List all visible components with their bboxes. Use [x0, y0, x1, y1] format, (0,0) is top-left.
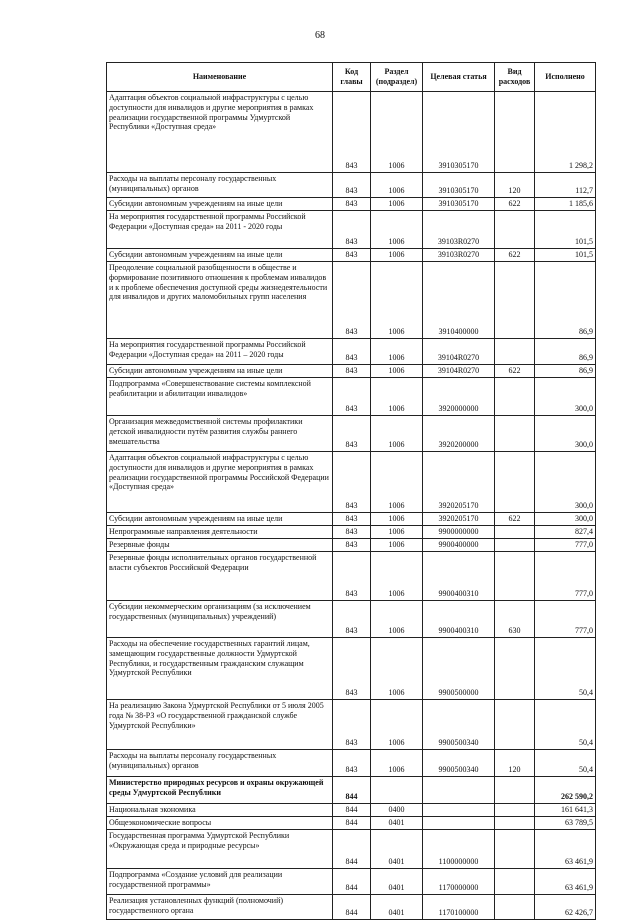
table-cell-type: 622 — [495, 249, 535, 262]
table-cell-type — [495, 552, 535, 601]
table-cell-executed: 50,4 — [535, 700, 596, 750]
table-cell-name: Организация межведомственной системы профилактики детской инвалидности путём развития службы раннего вмешательства — [107, 416, 333, 452]
table-cell-name: Общеэкономические вопросы — [107, 817, 333, 830]
table-row — [107, 249, 596, 262]
table-cell-type: 630 — [495, 601, 535, 638]
table-cell-code: 843 — [333, 262, 371, 339]
table-row — [107, 830, 596, 869]
table-cell-code: 844 — [333, 830, 371, 869]
header-name: Наименование — [107, 63, 333, 92]
table-cell-section: 1006 — [371, 339, 423, 365]
table-row — [107, 869, 596, 895]
table-cell-type: 622 — [495, 198, 535, 211]
table-cell-target: 9900500340 — [423, 750, 495, 777]
table-cell-name: Субсидии автономным учреждениям на иные цели — [107, 513, 333, 526]
table-cell-executed: 161 641,3 — [535, 804, 596, 817]
table-cell-name: Подпрограмма «Создание условий для реализации государственной программы» — [107, 869, 333, 895]
table-cell-code: 843 — [333, 750, 371, 777]
table-cell-executed: 112,7 — [535, 173, 596, 198]
table-cell-type: 120 — [495, 173, 535, 198]
table-cell-type — [495, 777, 535, 804]
table-cell-name: Адаптация объектов социальной инфраструктуры с целью доступности для инвалидов и другие мероприятия в рамках реализации государственной программы Российской Федерации «Доступная среда» — [107, 452, 333, 513]
table-cell-code: 843 — [333, 339, 371, 365]
table-cell-name: Резервные фонды исполнительных органов государственной власти субъектов Российской Федерации — [107, 552, 333, 601]
table-cell-section: 1006 — [371, 173, 423, 198]
table-cell-name: Субсидии автономным учреждениям на иные цели — [107, 249, 333, 262]
table-cell-code: 843 — [333, 198, 371, 211]
table-cell-code: 843 — [333, 452, 371, 513]
table-cell-section: 0401 — [371, 830, 423, 869]
table-cell-code: 843 — [333, 526, 371, 539]
table-header-row — [107, 63, 596, 92]
table-cell-section: 1006 — [371, 198, 423, 211]
table-cell-name: Субсидии некоммерческим организациям (за исключением государственных (муниципальных) учреждений) — [107, 601, 333, 638]
table-cell-name: Национальная экономика — [107, 804, 333, 817]
table-cell-executed: 827,4 — [535, 526, 596, 539]
table-cell-target: 9900400310 — [423, 552, 495, 601]
table-cell-section: 1006 — [371, 638, 423, 700]
table-cell-section — [371, 777, 423, 804]
table-cell-code: 843 — [333, 211, 371, 249]
table-cell-type — [495, 817, 535, 830]
table-cell-executed: 777,0 — [535, 601, 596, 638]
table-cell-name: Непрограммные направления деятельности — [107, 526, 333, 539]
table-cell-target — [423, 777, 495, 804]
table-cell-executed: 300,0 — [535, 378, 596, 416]
table-cell-section: 1006 — [371, 378, 423, 416]
table-cell-section: 1006 — [371, 211, 423, 249]
table-row — [107, 92, 596, 173]
budget-table — [106, 62, 596, 920]
table-cell-target: 9900400000 — [423, 539, 495, 552]
table-row — [107, 700, 596, 750]
table-cell-section: 0401 — [371, 817, 423, 830]
table-cell-name: Преодоление социальной разобщенности в обществе и формирование позитивного отношения к проблемам инвалидов и к проблеме обеспечения доступной среды жизнедеятельности для инвалидов и других маломобильных групп населения — [107, 262, 333, 339]
table-row — [107, 804, 596, 817]
table-cell-section: 0400 — [371, 804, 423, 817]
table-cell-section: 1006 — [371, 249, 423, 262]
table-cell-name: Субсидии автономным учреждениям на иные цели — [107, 198, 333, 211]
table-cell-target: 1170100000 — [423, 895, 495, 920]
table-row — [107, 365, 596, 378]
table-row — [107, 601, 596, 638]
table-cell-code: 843 — [333, 249, 371, 262]
table-cell-section: 1006 — [371, 513, 423, 526]
table-cell-target: 3920205170 — [423, 513, 495, 526]
table-cell-target: 3920000000 — [423, 378, 495, 416]
table-row — [107, 378, 596, 416]
table-cell-section: 1006 — [371, 92, 423, 173]
table-cell-type — [495, 700, 535, 750]
table-cell-executed: 1 298,2 — [535, 92, 596, 173]
table-cell-executed: 101,5 — [535, 211, 596, 249]
table-row — [107, 262, 596, 339]
table-cell-target: 1100000000 — [423, 830, 495, 869]
table-cell-target: 3920205170 — [423, 452, 495, 513]
table-row — [107, 452, 596, 513]
table-cell-code: 844 — [333, 804, 371, 817]
table-cell-section: 1006 — [371, 539, 423, 552]
table-cell-section: 1006 — [371, 526, 423, 539]
table-row — [107, 513, 596, 526]
table-cell-target: 3920200000 — [423, 416, 495, 452]
table-cell-type — [495, 416, 535, 452]
table-row — [107, 211, 596, 249]
table-cell-section: 1006 — [371, 262, 423, 339]
header-code: Код главы — [333, 63, 371, 92]
table-cell-type — [495, 452, 535, 513]
table-cell-type — [495, 638, 535, 700]
table-cell-code: 844 — [333, 895, 371, 920]
header-executed: Исполнено — [535, 63, 596, 92]
table-row — [107, 895, 596, 920]
table-cell-executed: 777,0 — [535, 539, 596, 552]
table-cell-type — [495, 539, 535, 552]
table-cell-type: 622 — [495, 513, 535, 526]
table-cell-target: 1170000000 — [423, 869, 495, 895]
table-row — [107, 198, 596, 211]
table-cell-executed: 300,0 — [535, 416, 596, 452]
table-row — [107, 817, 596, 830]
table-cell-type — [495, 869, 535, 895]
table-cell-name: Расходы на обеспечение государственных гарантий лицам, замещающим государственные должности Удмуртской Республики, и государственным гражданским служащим Удмуртской Республики — [107, 638, 333, 700]
table-cell-code: 843 — [333, 700, 371, 750]
table-cell-code: 843 — [333, 365, 371, 378]
table-cell-executed: 63 789,5 — [535, 817, 596, 830]
table-cell-name: Резервные фонды — [107, 539, 333, 552]
table-cell-executed: 86,9 — [535, 365, 596, 378]
table-cell-section: 0401 — [371, 895, 423, 920]
table-row — [107, 552, 596, 601]
table-row — [107, 416, 596, 452]
table-cell-type — [495, 830, 535, 869]
page-number: 68 — [315, 30, 325, 41]
table-cell-executed: 300,0 — [535, 513, 596, 526]
table-cell-section: 1006 — [371, 452, 423, 513]
table-row — [107, 750, 596, 777]
table-cell-code: 843 — [333, 552, 371, 601]
table-cell-code: 843 — [333, 378, 371, 416]
table-cell-name: На реализацию Закона Удмуртской Республики от 5 июля 2005 года № 38-РЗ «О государственной гражданской службе Удмуртской Республики» — [107, 700, 333, 750]
table-cell-executed: 1 185,6 — [535, 198, 596, 211]
table-cell-target: 3910305170 — [423, 92, 495, 173]
table-cell-section: 1006 — [371, 750, 423, 777]
table-cell-executed: 62 426,7 — [535, 895, 596, 920]
table-cell-executed: 101,5 — [535, 249, 596, 262]
table-cell-type — [495, 92, 535, 173]
table-cell-target: 9900000000 — [423, 526, 495, 539]
table-row — [107, 777, 596, 804]
table-cell-type: 622 — [495, 365, 535, 378]
table-cell-section: 1006 — [371, 700, 423, 750]
table-cell-executed: 50,4 — [535, 750, 596, 777]
table-cell-name: Адаптация объектов социальной инфраструктуры с целью доступности для инвалидов и другие мероприятия в рамках реализации государственной программы Удмуртской Республики «Доступная среда» — [107, 92, 333, 173]
table-row — [107, 638, 596, 700]
table-cell-type — [495, 378, 535, 416]
table-row — [107, 539, 596, 552]
table-cell-type — [495, 804, 535, 817]
table-cell-type — [495, 339, 535, 365]
table-cell-executed: 86,9 — [535, 339, 596, 365]
table-cell-name: На мероприятия государственной программы Российской Федерации «Доступная среда» на 2011 - 2020 годы — [107, 211, 333, 249]
header-type: Вид расходов — [495, 63, 535, 92]
table-cell-type — [495, 262, 535, 339]
table-cell-name: Расходы на выплаты персоналу государственных (муниципальных) органов — [107, 750, 333, 777]
table-cell-name: На мероприятия государственной программы Российской Федерации «Доступная среда» на 2011 – 2020 годы — [107, 339, 333, 365]
table-cell-code: 843 — [333, 601, 371, 638]
table-cell-code: 843 — [333, 173, 371, 198]
table-cell-target: 9900500340 — [423, 700, 495, 750]
table-cell-target: 39103R0270 — [423, 249, 495, 262]
table-cell-executed: 50,4 — [535, 638, 596, 700]
table-cell-section: 1006 — [371, 552, 423, 601]
table-cell-target: 39104R0270 — [423, 339, 495, 365]
table-cell-name: Подпрограмма «Совершенствование системы комплексной реабилитации и абилитации инвалидов» — [107, 378, 333, 416]
table-cell-type — [495, 526, 535, 539]
table-cell-type: 120 — [495, 750, 535, 777]
table-cell-section: 1006 — [371, 601, 423, 638]
table-cell-code: 844 — [333, 817, 371, 830]
table-row — [107, 526, 596, 539]
table-cell-target: 3910305170 — [423, 173, 495, 198]
table-cell-executed: 63 461,9 — [535, 830, 596, 869]
table-cell-code: 843 — [333, 539, 371, 552]
table-cell-code: 843 — [333, 92, 371, 173]
table-cell-code: 844 — [333, 869, 371, 895]
table-cell-target: 39104R0270 — [423, 365, 495, 378]
table-cell-type — [495, 895, 535, 920]
table-cell-target: 3910400000 — [423, 262, 495, 339]
table-cell-target: 9900500000 — [423, 638, 495, 700]
table-row — [107, 173, 596, 198]
table-cell-name: Расходы на выплаты персоналу государственных (муниципальных) органов — [107, 173, 333, 198]
table-cell-name: Государственная программа Удмуртской Республики «Окружающая среда и природные ресурсы» — [107, 830, 333, 869]
table-cell-type — [495, 211, 535, 249]
table-cell-executed: 777,0 — [535, 552, 596, 601]
table-cell-code: 844 — [333, 777, 371, 804]
table-cell-code: 843 — [333, 513, 371, 526]
table-cell-target — [423, 804, 495, 817]
table-cell-target — [423, 817, 495, 830]
table-cell-executed: 300,0 — [535, 452, 596, 513]
header-target: Целевая статья — [423, 63, 495, 92]
table-cell-name: Министерство природных ресурсов и охраны окружающей среды Удмуртской Республики — [107, 777, 333, 804]
header-section: Раздел (подраздел) — [371, 63, 423, 92]
table-cell-section: 0401 — [371, 869, 423, 895]
table-cell-target: 3910305170 — [423, 198, 495, 211]
table-cell-executed: 262 590,2 — [535, 777, 596, 804]
table-cell-section: 1006 — [371, 365, 423, 378]
table-cell-target: 39103R0270 — [423, 211, 495, 249]
table-cell-target: 9900400310 — [423, 601, 495, 638]
table-cell-executed: 63 461,9 — [535, 869, 596, 895]
table-cell-section: 1006 — [371, 416, 423, 452]
table-cell-code: 843 — [333, 638, 371, 700]
table-cell-executed: 86,9 — [535, 262, 596, 339]
table-cell-name: Реализация установленных функций (полномочий) государственного органа — [107, 895, 333, 920]
table-cell-code: 843 — [333, 416, 371, 452]
table-cell-name: Субсидии автономным учреждениям на иные цели — [107, 365, 333, 378]
table-row — [107, 339, 596, 365]
